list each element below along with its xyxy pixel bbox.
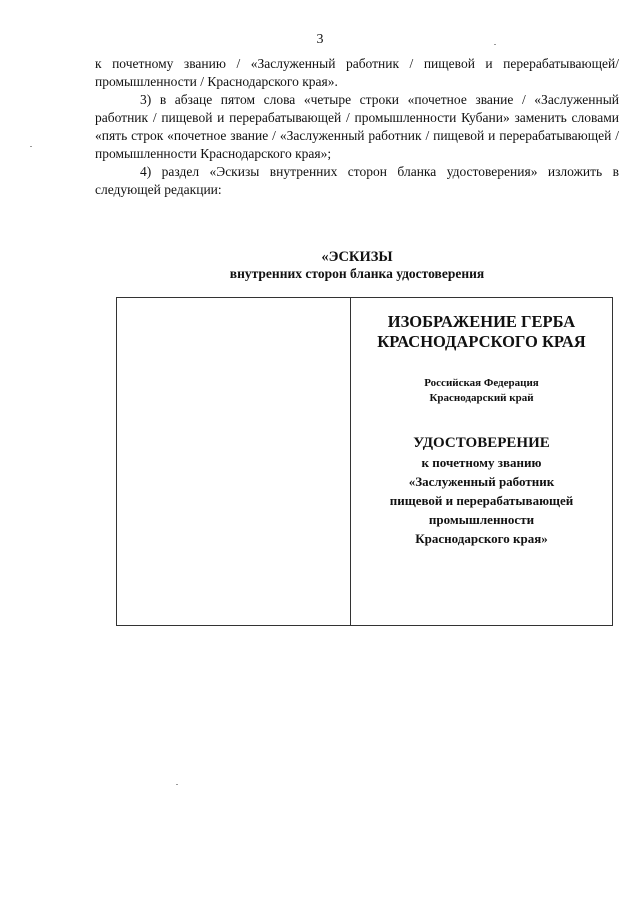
body-text bbox=[95, 55, 619, 199]
certificate-text-line-3: пищевой и перерабатывающей bbox=[389, 493, 574, 508]
certificate-text-line-5: Краснодарского края» bbox=[415, 531, 548, 546]
country-region bbox=[351, 376, 612, 406]
certificate-left-page bbox=[117, 298, 350, 625]
coat-of-arms-placeholder bbox=[351, 312, 612, 352]
certificate-title: УДОСТОВЕРЕНИЕ bbox=[413, 435, 550, 451]
sketch-subtitle: внутренних сторон бланка удостоверения bbox=[229, 266, 485, 281]
paragraph-continuation: к почетному званию / «Заслуженный работник / пищевой и перерабатывающей/ промышленности / Краснодарского края». bbox=[95, 56, 619, 89]
certificate-text-line-4: промышленности bbox=[428, 512, 535, 527]
coat-of-arms-line-2: КРАСНОДАРСКОГО КРАЯ bbox=[377, 332, 586, 351]
certificate-right-page bbox=[351, 298, 612, 625]
region-name: Краснодарский край bbox=[429, 392, 534, 404]
certificate-text-line-2: «Заслуженный работник bbox=[408, 474, 555, 489]
paragraph-item-3: 3) в абзаце пятом слова «четыре строки «почетное звание / «Заслуженный работник / пищевой и перерабатывающей / промышленности Кубани» заменить словами «пять строк «почетное звание / «Заслуженный работник / пищевой и перерабатывающей / промышленности Краснодарского края»; bbox=[95, 92, 619, 161]
certificate-text bbox=[351, 453, 612, 548]
country-name: Российская Федерация bbox=[424, 377, 539, 389]
sketch-title: «ЭСКИЗЫ bbox=[321, 249, 393, 265]
scan-speck bbox=[30, 146, 32, 147]
paragraph-item-4: 4) раздел «Эскизы внутренних сторон бланка удостоверения» изложить в следующей редакции: bbox=[95, 164, 619, 197]
certificate-text-line-1: к почетному званию bbox=[421, 455, 542, 470]
coat-of-arms-line-1: ИЗОБРАЖЕНИЕ ГЕРБА bbox=[387, 312, 576, 331]
scan-speck bbox=[494, 44, 496, 45]
page-number: 3 bbox=[316, 32, 324, 47]
scan-speck bbox=[176, 784, 178, 785]
certificate-sketch-frame bbox=[116, 297, 613, 626]
